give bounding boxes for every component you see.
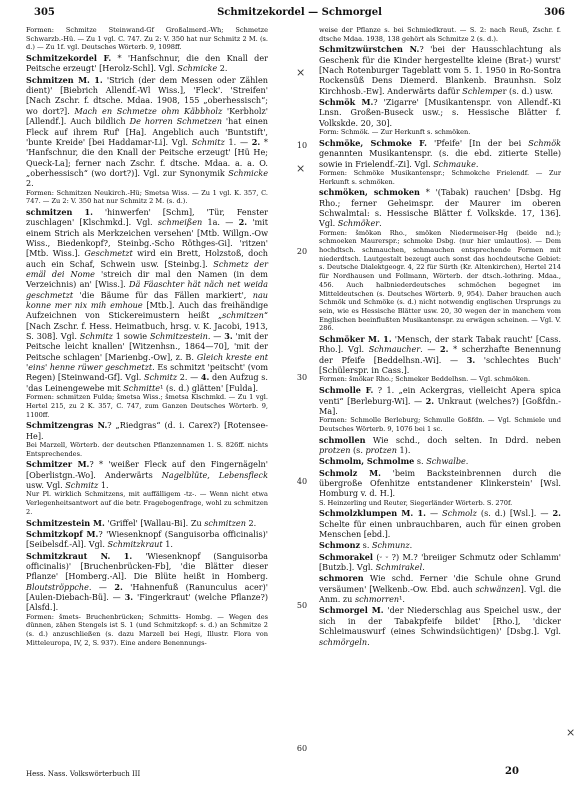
headword: 3. [466,354,476,365]
dictionary-entry [319,187,561,228]
entry-text: 2. — [177,372,201,383]
italic-text: Schlempe [462,85,503,96]
headword: 2. [425,395,435,406]
headword: Schmolzklumpen M. 1. [319,508,426,519]
dictionary-entry [319,334,561,375]
headword: Schmolz M. [319,467,381,478]
entry-text: . — [420,344,441,355]
entry-text: ? 'Zigarre' [Musikantenspr. von Allendf.-Ki Lnsn. Großen-Buseck usw.; s. Hessische Blätter f. Volkskde. 20, 30]. [319,97,561,128]
entry-text: wird ein Brett, Holzstoß, doch auch ein Schaf, Schwein usw. [Steinbg.]. [26,248,268,269]
right-column [319,26,561,647]
entry-text: 'beim Backsteinbrennen durch die übergroße Ofenhitze entstandener Klinkerstein' [Wsl. Homburg v. d. H.]. [319,467,561,499]
entry-text: Formen: Schmitzen Neukirch.-Hü; Smetsa Wiss. — Zu 1 vgl. K. 357, C. 747. — Zu 2: V. 350 hat nur Schmitz 2 M. (s. d.). [26,188,268,206]
margin-mark: × [296,66,306,79]
italic-text: Geschmetzt [84,248,133,259]
margin-mark: × [296,162,306,175]
italic-text: Schmitzkraut [107,539,163,550]
entry-note [319,128,561,137]
headword: Schmitzwürstchen N. [319,44,420,55]
entry-text: . [379,218,382,229]
entry-text: ¹. [399,594,405,605]
headword: Schmorgel M. [319,605,384,616]
headword: Schmitzer M. [26,459,90,470]
entry-text: s. [414,456,427,467]
italic-text: protzen [319,444,351,455]
entry-note [319,169,561,186]
headword: Schmolm, Schmolme [319,456,415,467]
dictionary-entry [319,573,561,604]
entry-text: Formen: šmets- Bruchenbrücken; Schmitts- Hombg. — Wegen des dünnen, zähen Stengels ist S. 1 (und Schmitzkopf: s. d.) an Schmitze 2 (s. d.) anzuschließen (s. dazu Marzell bei Hegi, Illustr. Flora von Mitteleuropa, IV, 2, S. 937). Eine andere Benennungs- [26,612,268,647]
entry-text: . [367,636,370,647]
entry-note [319,499,561,508]
dictionary-entry [319,44,561,96]
entry-text: 1. [98,480,109,491]
entry-text: weise der Pflanze s. bei Schmiedkraut. — S. 2: nach Reuß, Zschr. f. dtsche Mdaa. 1938, 138 gehört als Schmitze 2 (s. d.). [319,26,561,43]
italic-text: Schmicke [228,167,268,178]
entry-note [26,189,268,206]
entry-text: (⏑ ⏑ ?) M.? 'breiiger Schmutz oder Schlamm' [Butzb.]. Vgl. [319,551,561,573]
entry-text: ]. Vgl. die Anm. zu [319,583,562,605]
entry-text: Bei Marzell, Wörterb. der deutschen Pflanzennamen 1. S. 826ff. nichts Entsprechendes. [26,440,268,458]
entry-text: 'Wiesenknopf (Sanguisorba officinalis)' [Bruchenbrücken-Fb], 'die Blätter dieser Pflanze' [Homberg.-Al]. Die Blüte heißt in Homberg. [26,550,268,582]
dictionary-entry [319,552,561,573]
headword: Schmonz [319,540,361,551]
headword: schmoren [319,573,364,584]
entry-text: 'Kerbholz' [Allendf.]. Auch bildlich [26,105,268,127]
entry-text: (s. d.) [Wsl.]. — [476,508,553,519]
entry-text: 'Mensch, der stark Tabak raucht' [Cass. Rho.]. Vgl. [319,334,561,355]
headword: 2. [238,217,248,228]
dictionary-entry [319,138,561,169]
entry-text: Formen: šmökər Rho.; Schmeker Beddelhsn. — Vgl. schmöken. [319,375,531,384]
italic-text: Schmitte [123,382,161,393]
headword: 2. [114,581,123,592]
italic-text: Bloutströppche [26,581,89,592]
entry-text: Formen: Schmöke Musikantenspr.; Schmokche Frielendf. — Zur Herkunft s. schmöken. [319,168,561,186]
entry-text: 'Griffel' [Wallau-Bi]. Zu [104,517,205,528]
italic-text: Schmöker [337,218,380,229]
entry-text: 'mit einem Strich als Merkzeichen versehen' [Mtb. Willgn.-Ow Wiss., Biedenkopf?, Steinbg.-Scho Röthges-Gi]. 'ritzen' [Mtb. Wiss.]. [26,217,268,259]
line-number: 20 [296,247,308,256]
running-header [34,7,565,21]
entry-note [319,416,561,433]
entry-text: Nur Pl. wirklich Schmitzens, mit auffälligem -tz-. — Wenn nicht etwa Verlegenheitsantwort auf die betr. Fragebogenfrage, wohl zu schmitzen 2. [26,490,268,516]
italic-text: Mach en Schmetze ohm Käbbholz [74,105,223,116]
italic-text: Schmauke [433,158,476,169]
line-number: 50 [296,601,308,610]
entry-note [26,26,268,52]
headword: Schmitzekordel F. [26,53,112,64]
entry-text: 1. [162,539,173,550]
entry-text: . — [88,581,115,592]
entry-text: ? „Riedgras“ (d. i. Carex?) [Rotensee-He]. [26,420,268,441]
entry-text: 'hinwerfen' [Schm], 'Tür, Fenster zuschlagen' [Klschmkd.]. Vgl. [26,206,268,228]
dictionary-entry [26,459,268,490]
entry-text: 'mit der Peitsche leicht knallen' [Witzenhsn., 1864—70], 'mit der Peitsche schlagen' [Marienbg.-Ow], z. B. [26,331,269,362]
italic-text: Schmolz [442,508,477,519]
italic-text: Schmitz [79,331,113,342]
italic-text: Schmitz [65,480,99,491]
entry-text: * '(Tabak) rauchen' [Dsbg. Hg Rho.; ferner Geheimspr. der Maurer im oberen Schwalmtal: s. Hessische Blätter f. Volkskde. 17, 136]. Vgl. [319,187,561,229]
dictionary-entry [319,97,561,128]
entry-text: 'streich dir mal den Namen (in dem Verzeichnis) an' [Wiss.]. [26,269,268,290]
footer-source: Hess. Nass. Volkswörterbuch III [26,770,141,778]
headword: 2. [251,136,261,147]
line-number: 30 [296,373,308,382]
headword: Schmolle F. [319,385,374,396]
entry-text: . — [207,331,225,342]
entry-text: . Es schmitzt 'peitscht' (vom Regen) [Steinwand-Gf]. Vgl. [26,362,268,383]
entry-text: Schelte für einen unbrauchbaren, auch für einen groben Menschen [ebd.]. [319,518,561,540]
headword: 2. [552,508,561,519]
entry-text: 'Hahnenfuß (Ranunculus acer)' [Aulen-Diebach-Bü]. — [26,581,268,602]
headword: schmöken, schmoken [319,187,420,198]
headword: 3. [224,331,233,342]
entry-text: 2. [245,517,257,528]
entry-text: ? 1. „ein Ackergras, vielleicht Apera spica venti“ [Berleburg-Wi]. — [319,385,561,406]
entry-text: . [465,456,469,467]
entry-text: 'die Bäume für das Fällen markiert', [73,289,253,300]
dictionary-entry [26,551,268,613]
page-number-left: 305 [34,7,55,18]
dictionary-entry [319,605,561,646]
italic-text: Schmirakel [375,562,423,573]
entry-note [26,490,268,516]
entry-note [26,393,268,419]
headword: Schmitzengras N. [26,420,108,431]
italic-text: schmorren [354,594,400,605]
italic-text: Schmaucher [368,344,421,355]
footer-page-number: 20 [505,766,519,777]
headword: Schmitzkraut N. 1. [26,550,133,561]
entry-text: 2. [217,63,228,74]
entry-text: 1. — [224,136,252,147]
entry-text: (s. [350,444,366,455]
line-number: 40 [296,477,308,486]
entry-text: 1 sowie [112,331,150,342]
headword: Schmitzestein M. [26,517,105,528]
italic-text: schmeißen [157,217,203,228]
italic-text: Schmunz [371,540,410,551]
entry-text: 'Fingerkraut' (welche Pflanze?) [Alsfd.]. [26,591,268,613]
italic-text: Schmök [528,137,561,148]
headword: schmitzen 1. [26,206,93,217]
entry-text: 'schlechtes Buch' [Schülerspr. in Cass.]. [319,354,561,376]
italic-text: Nagelblüte, Lebensfleck [161,469,268,480]
italic-text: schwänzen [475,583,521,594]
entry-text: 'hat einen Fleck auf ihrem Ruf' [Ha]. Angeblich auch 'Buntstift', 'bunte Kreide' [bei Haddamar-Li]. Vgl. [26,116,268,147]
italic-text: De horren Schmetzen [129,116,222,127]
entry-text: usw. Vgl. [26,480,66,491]
entry-text: Formen: šmökən Rho., smöken Niedermeiser-Hg (beide nd.); schmoeken Maurerspr.; schmoke Dsbg. (nur hier umlautlos). — Dem hochdtsch. schmauchen, schmauchen entsprechende Formen mit niederdtsch. Lautgestalt bezeugt auch sonst das hochdeutsche Gebiet: s. Deutsche Dialektgeogr. 4, 22 für Sürth (Kr. Altenkirchen), Hertel 214 für Nordhausen und Follmann, Wörterb. der dtsch.-lothring. Mdaa., 456. Auch halbniederdeutsches schmöchen begegnet im Mitteldeutschen (s. Deutsches Wörterb. 9, 954). Daher brauchen auch Schmök und Schmöke (s. d.) nicht notwendig englischen Ursprungs zu sein, wie es Hessische Blätter usw. 20, 30 wegen der in manchem vom Englischen beeinflußten Musikantenspr. zu erwägen scheinen. — Vgl. V. 286. [319,228,561,333]
line-number: 60 [296,744,308,753]
headword: Schmitzen M. 1. [26,74,103,85]
entry-text: ? 'Wiesenknopf (Sanguisorba officinalis)' [Seibelsdf.-Al]. Vgl. [26,528,268,550]
italic-text: schmitzen [222,310,264,321]
dictionary-entry [26,207,268,393]
entry-text: . [409,540,413,551]
entry-text: Formen: Schmolle Berleburg; Schmulle Goßfdn. — Vgl. Schmiele und Deutsches Wörterb. 9, 1076 bei 1 sc. [319,416,561,433]
dictionary-entry [26,75,268,189]
page-number-right: 306 [544,7,565,18]
headword: 3. [124,591,134,602]
headword: Schmorakel [319,551,373,562]
entry-text: ¹ (s. d.) glätten' [Fulda]. [160,382,259,393]
entry-note [26,613,268,648]
headword: schmollen [319,434,366,445]
entry-text: ? 'bei der Hausschlachtung als Geschenk für die Kinder hergestellte kleine (Brat-) wurst' [Nach Rotenburger Tageblatt vom 5. 1. 1950 in Ro-Sontra Rockensüß Dens Diemerd. Blankenb. Braunhsn. Solz Kirchhosb.-Ew]. Anderwärts dafür [319,44,561,96]
entry-text: Unkraut (welches?) [Goßfdn.-Ma]. [319,395,561,416]
italic-text: schmörgeln [319,636,368,647]
headword: 4. [200,372,210,383]
line-number: 10 [296,141,308,150]
italic-text: Schmicke [177,63,218,74]
entry-text: S. Heinzerling und Reuter, Siegerländer Wörterb. S. 270f. [319,498,513,507]
entry-note [319,229,561,333]
entry-note [319,26,561,43]
dictionary-entry [319,468,561,499]
entry-note [319,375,561,384]
entry-text: Form: Schmök. — Zur Herkunft s. schmöken. [319,128,471,137]
italic-text: Schwalbe [426,456,466,467]
entry-text: . [475,158,479,169]
entry-text: ? * 'weißer Fleck auf den Fingernägeln' [Oberlistgn.-Wo]. Anderwärts [26,459,268,480]
left-column [26,26,268,647]
dictionary-entry [319,435,561,456]
dictionary-entry [26,529,268,550]
entry-text: * 'Hanfschnur, die den Knall der Peitsche erzeugt' [Hü He; Queck-La]; ferner nach Zschr. f. dtsche. Mdaa. a. a. O. „oberhessisch“ (wo dort?)]. Vgl. zur Synonymik [26,136,268,178]
headword: 2. [440,344,449,355]
entry-text: r (s. d.) usw. [502,85,553,96]
italic-text: Schmitz [144,372,178,383]
entry-note [26,441,268,458]
headword: Schmök M. [319,97,374,108]
dictionary-entry [319,540,561,550]
dictionary-entry [26,518,268,528]
entry-text: Formen: schmitzen Fulda; šmetsa Wiss.; šmetsa Klschmkd. — Zu 1 vgl. Hertel 215, zu 2 K. 357, C. 747, zum Ganzen Deutsches Wörterb. 9, 1100ff. [26,393,268,419]
entry-text: 'Strich (der dem Messen oder Zählen dient)' [Biebrich Allendf.-Wl Wiss.], 'Fleck'. 'Streifen' [Nach Zschr. f. dtsche. Mdaa. 1908, 155 „oberhessisch“; wo dort?]. [26,74,268,116]
entry-text: — [425,508,443,519]
entry-text: s. [360,540,372,551]
dictionary-entry [319,508,561,539]
italic-text: schmitzen [204,517,246,528]
headword: Schmitzkopf M. [26,528,99,539]
dictionary-entry [319,385,561,416]
margin-mark: × [566,726,576,739]
italic-text: Gleich kreste ent 'eins' henne rüwer geschmetzt [26,351,268,373]
entry-text: Formen: Schmitze Steinwand-Gf Großalmerd.-Wh; Schmetze Schwarzb.-Hü. — Zu 1 vgl. C. 747. Zu 2: V. 350 hat nur Schmitz 2 M. (s. d.) — Zu 1f. vgl. Deutsches Wörterb. 9, 1098ff. [26,26,268,52]
dictionary-entry [26,53,268,74]
entry-text: 1). [396,444,411,455]
entry-text: . [422,562,425,573]
italic-text: protzen [365,444,397,455]
headword: Schmöker M. 1. [319,334,392,345]
entry-text: 2. [26,178,34,189]
italic-text: Dä Fäaschter hät näch net weida geschmetzt [26,279,268,300]
italic-text: Schmetz der emäl dei Nome [26,258,268,280]
entry-text: 'Pfeife' [In der bei [426,137,529,148]
entry-text: den Aufzug s. 'das Leinengewebe mit [26,372,268,393]
entry-text: genannten Musikantenspr. (s. die ebd. zitierte Stelle) sowie in Frielendf.-Zi]. Vgl. [319,148,561,169]
header-title: Schmitzekordel — Schmorgel [217,7,382,18]
entry-text: * 'Hanfschnur, die den Knall der Peitsche erzeugt' [Herolz-Schl]. Vgl. [26,53,268,74]
entry-text: Wie schd. Ferner 'die Schule ohne Grund versäumen' [Welkenb.-Ow. Ebd. auch [319,573,561,594]
italic-text: nau konne mer nix mih emhoue [26,289,268,311]
entry-text: * scherzhafte Benennung der Pfeife [Beddelhsn.-Wi]. — [319,344,562,365]
entry-text: “ [Nach Zschr. f. Hess. Heimatbuch, hrsg. v. K. Jacobi, 1913, S. 308]. Vgl. [26,310,268,342]
dictionary-entry [319,456,561,466]
headword: Schmöke, Schmoke F. [319,137,427,148]
entry-text: 'der Niederschlag aus Speichel usw., der sich in der Tabakpfeife bildet' [Rho.], 'dicker Schleimauswurf (eines Schwindsüchtigen)' [Dsbg.]. Vgl. [319,605,561,637]
italic-text: Schmitz [191,136,225,147]
entry-text: Wie schd., doch selten. In Ddrd. neben [365,434,561,445]
entry-text: 1a. — [202,217,239,228]
italic-text: Schmitzestein [149,331,208,342]
dictionary-entry [26,420,268,441]
entry-text: [Mtb.]. Auch das freihändige Aufzeichnen von Stickereimustern heißt „ [26,300,268,321]
